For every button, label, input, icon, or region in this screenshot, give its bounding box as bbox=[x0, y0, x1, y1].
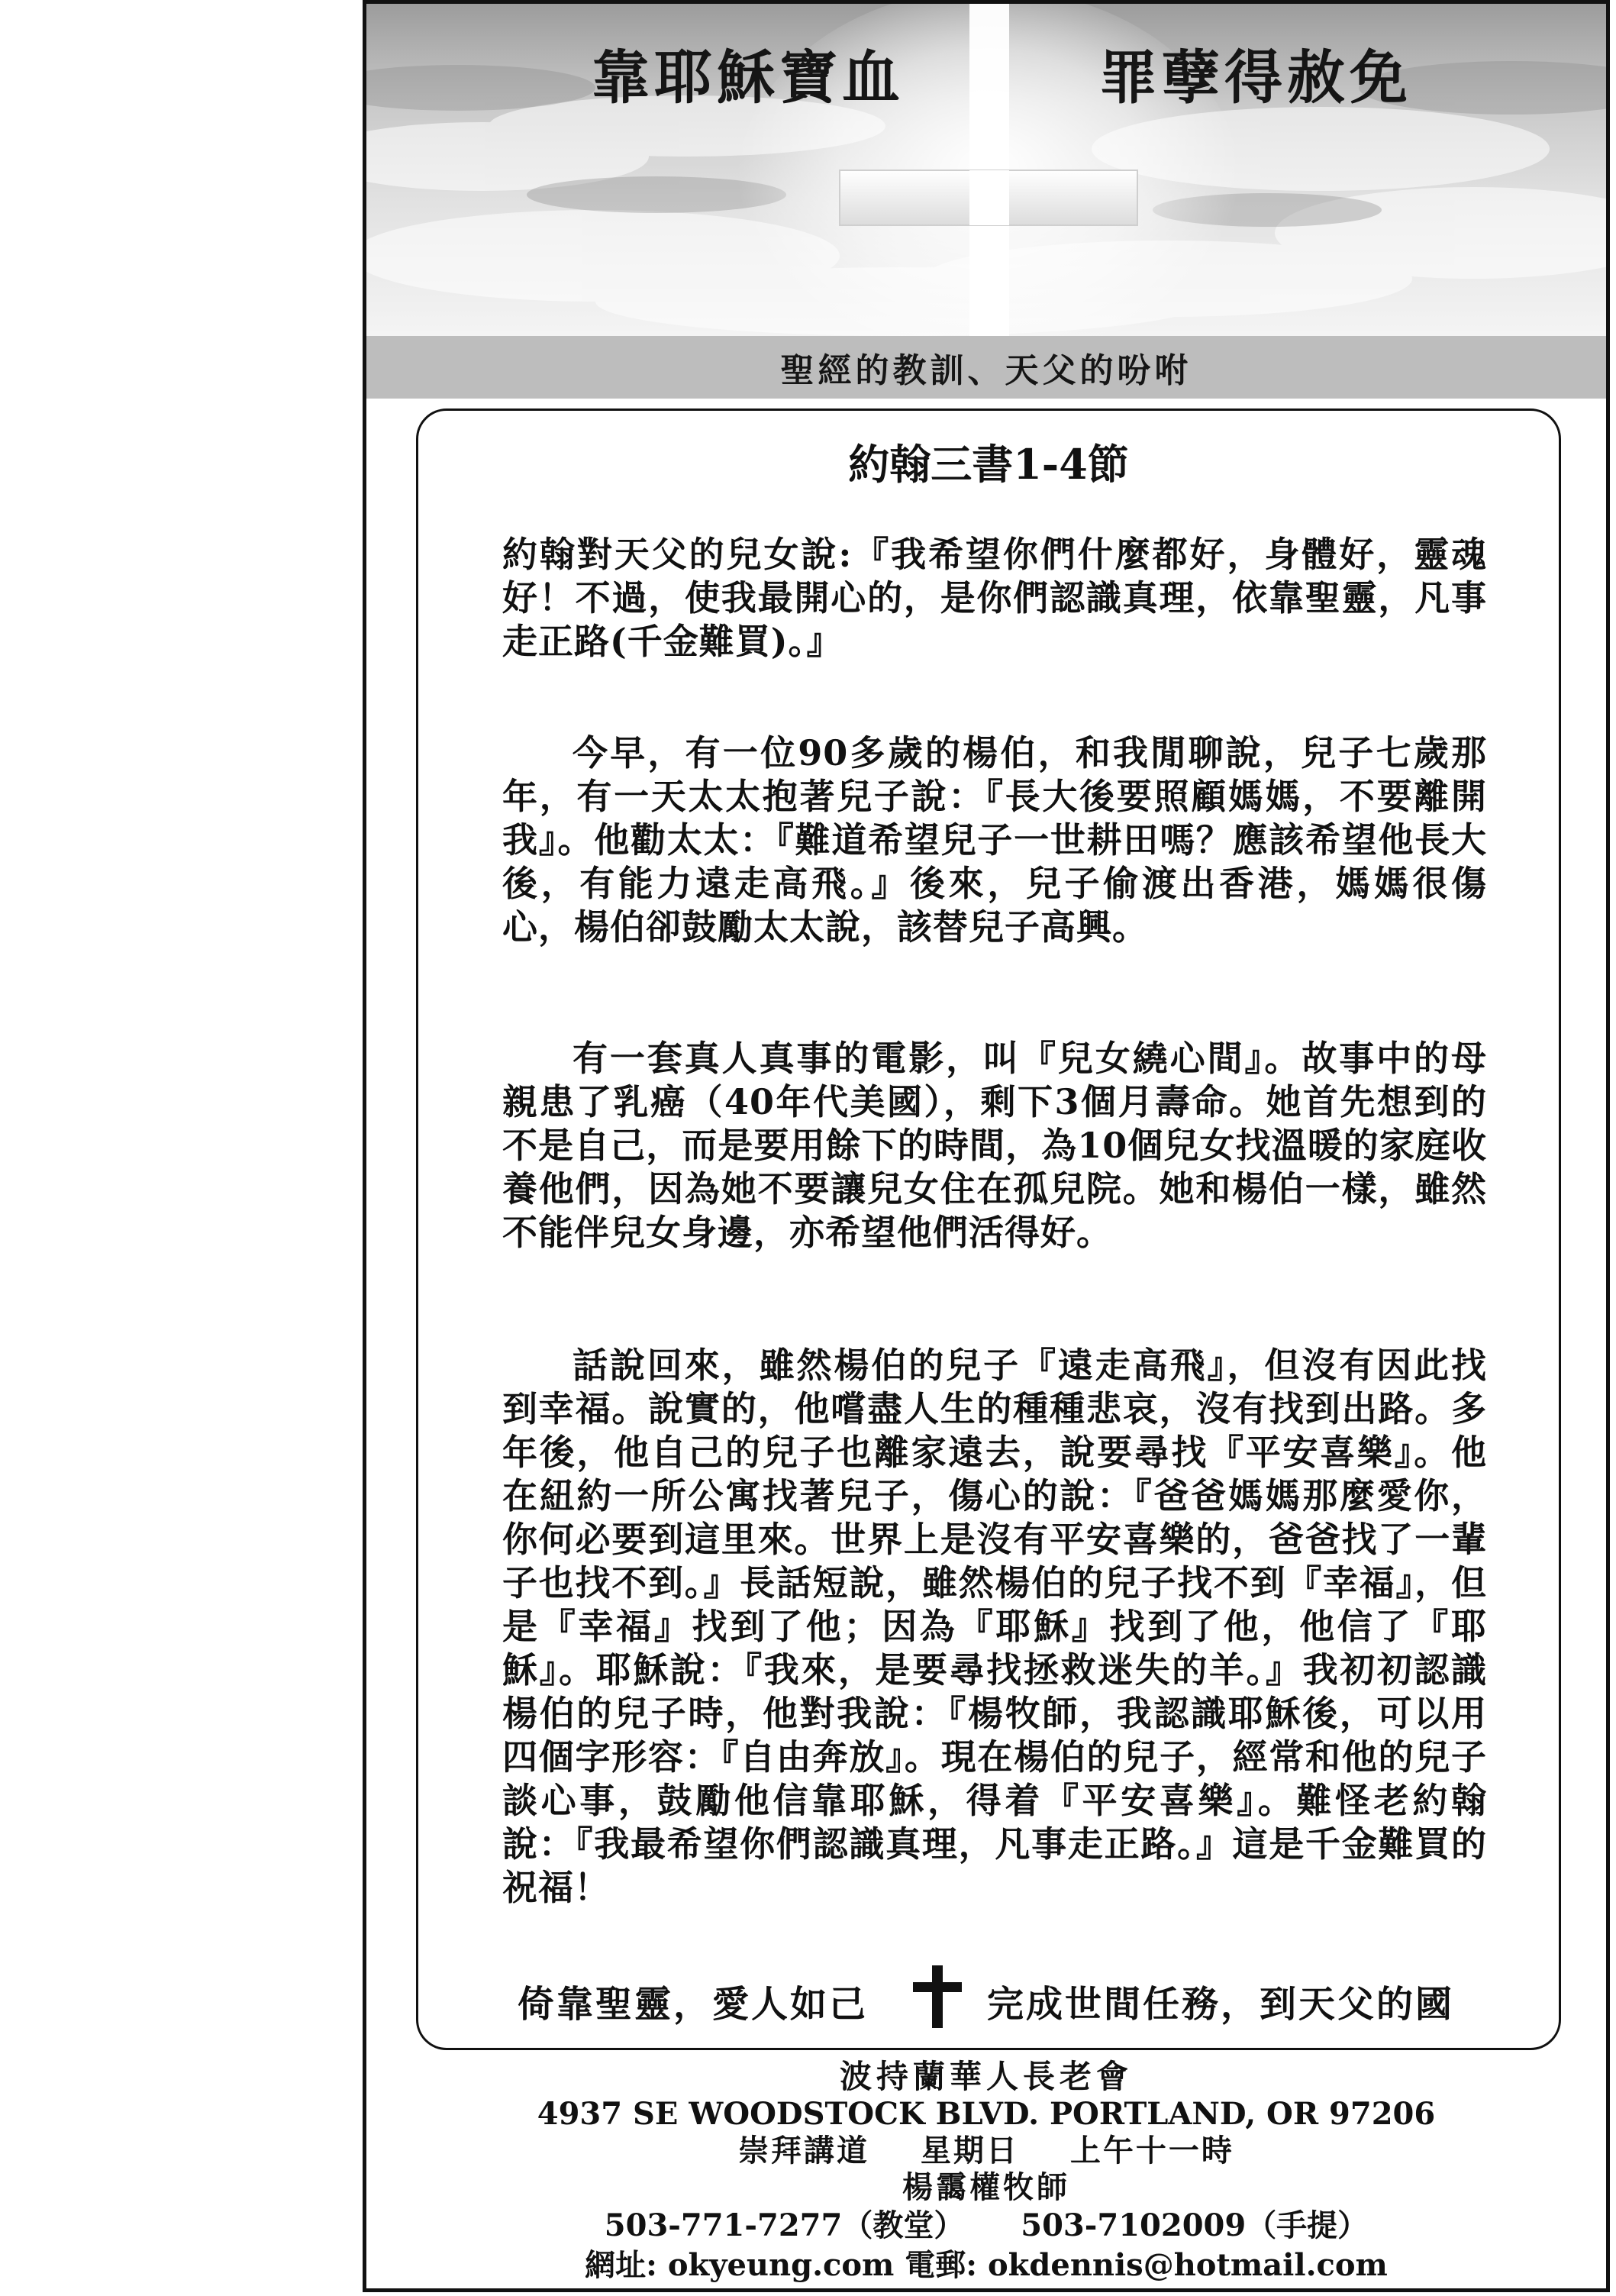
subtitle-bar bbox=[366, 336, 1606, 399]
church-name: 波持蘭華人長老會 bbox=[839, 2058, 1133, 2095]
scripture-title: 約翰三書1-4節 bbox=[848, 440, 1129, 489]
paragraph-1: 約翰對天父的兒女說:『我希望你們什麼都好，身體好，靈魂好！不過，使我最開心的，是你們認識真理，依靠聖靈，凡事走正路(千金難買)。』 bbox=[502, 534, 1487, 662]
phone-numbers bbox=[366, 2206, 1606, 2246]
content-box bbox=[416, 409, 1561, 2050]
motto-right: 完成世間任務，到天父的國 bbox=[987, 1983, 1455, 2026]
cloud-background bbox=[366, 4, 1606, 336]
email-link[interactable]: okdennis@hotmail.com bbox=[988, 2247, 1388, 2283]
paragraph-4: 話說回來，雖然楊伯的兒子『遠走高飛』，但沒有因此找到幸福。說實的，他嚐盡人生的種種悲哀，沒有找到出路。多年後，他自己的兒子也離家遠去，說要尋找『平安喜樂』。他在紐約一所公寓找著兒子，傷心的說：『爸爸媽媽那麼愛你，你何必要到這里來。世界上是沒有平安喜樂的，爸爸找了一輩子也找不到。』長話短說，雖然楊伯的兒子找不到『幸福』，但是『幸福』找到了他；因為『耶穌』找到了他，他信了『耶穌』。耶穌說：『我來，是要尋找拯救迷失的羊。』我初初認識楊伯的兒子時，他對我說：『楊牧師，我認識耶穌後，可以用四個字形容：『自由奔放』。現在楊伯的兒子，經常和他的兒子談心事，鼓勵他信靠耶穌，得着『平安喜樂』。難怪老約翰說：『我最希望你們認識真理，凡事走正路。』這是千金難買的祝福！ bbox=[502, 1345, 1487, 1908]
header-banner bbox=[366, 4, 1606, 336]
page-frame bbox=[363, 0, 1610, 2292]
church-address: 4937 SE WOODSTOCK BLVD. PORTLAND, OR 97206 bbox=[537, 2096, 1436, 2132]
service-info bbox=[366, 2133, 1606, 2169]
cross-icon bbox=[907, 1964, 968, 2030]
subtitle-text: 聖經的教訓、天父的吩咐 bbox=[780, 351, 1192, 390]
paragraph-2: 今早，有一位90多歲的楊伯，和我閒聊說，兒子七歲那年，有一天太太抱著兒子說：『長大後要照顧媽媽，不要離開我』。他勸太太：『難道希望兒子一世耕田嗎？應該希望他長大後，有能力遠走高飛。』後來，兒子偷渡出香港，媽媽很傷心，楊伯卻鼓勵太太說，該替兒子高興。 bbox=[502, 732, 1487, 948]
service-time: 上午十一時 bbox=[1069, 2133, 1234, 2168]
service-label: 崇拜講道 bbox=[738, 2133, 870, 2168]
paragraph-3: 有一套真人真事的電影，叫『兒女繞心間』。故事中的母親患了乳癌（40年代美國），剩下3個月壽命。她首先想到的不是自己，而是要用餘下的時間，為10個兒女找溫暖的家庭收養他們，因為她不要讓兒女住在孤兒院。她和楊伯一樣，雖然不能伴兒女身邊，亦希望他們活得好。 bbox=[502, 1038, 1487, 1253]
footer bbox=[366, 2058, 1606, 2285]
banner-title-left: 靠耶穌寶血 bbox=[592, 44, 905, 111]
service-day: 星期日 bbox=[921, 2133, 1019, 2168]
motto-left: 倚靠聖靈，愛人如己 bbox=[518, 1983, 869, 2026]
web-link[interactable]: okyeung.com bbox=[667, 2247, 895, 2283]
email-label: 電郵: bbox=[905, 2247, 978, 2283]
banner-title-right: 罪孽得赦免 bbox=[1099, 44, 1412, 111]
web-label: 網址: bbox=[585, 2247, 657, 2283]
motto-row bbox=[418, 1968, 1559, 2030]
phone-mobile: 503-7102009（手提） bbox=[1021, 2207, 1369, 2243]
contact-web bbox=[366, 2246, 1606, 2285]
phone-church: 503-771-7277（教堂） bbox=[604, 2207, 965, 2243]
pastor-name: 楊靄權牧師 bbox=[902, 2169, 1070, 2205]
